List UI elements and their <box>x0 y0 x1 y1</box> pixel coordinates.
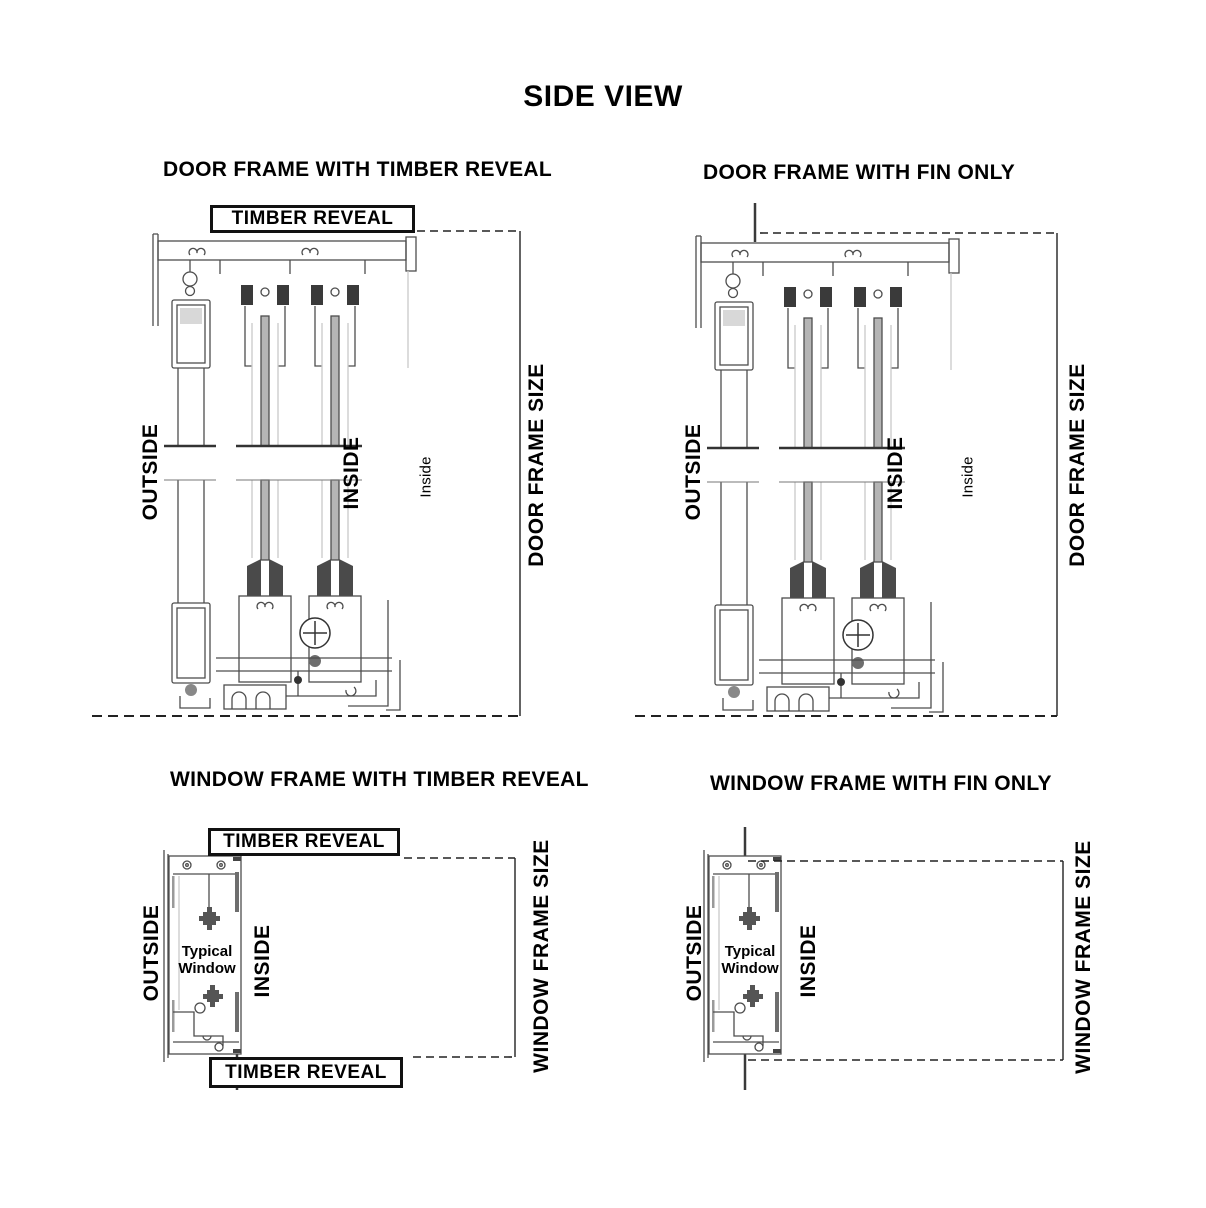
inside-small-label: Inside <box>417 456 435 498</box>
window-frame-size-label: WINDOW FRAME SIZE <box>1072 840 1095 1074</box>
outside-label: OUTSIDE <box>682 423 705 521</box>
inside-label: INSIDE <box>884 436 907 510</box>
outside-label: OUTSIDE <box>683 904 706 1002</box>
window-frame-size-label: WINDOW FRAME SIZE <box>530 839 553 1073</box>
outside-label: OUTSIDE <box>140 904 163 1002</box>
inside-label: INSIDE <box>797 924 820 998</box>
door-fin-section-drawing <box>696 236 959 712</box>
typical-window-label: Typical Window <box>721 943 779 977</box>
timber-reveal-box-top: TIMBER REVEAL <box>208 828 400 856</box>
inside-label: INSIDE <box>251 924 274 998</box>
window-fin-title: WINDOW FRAME WITH FIN ONLY <box>710 772 1052 795</box>
door-frame-size-label: DOOR FRAME SIZE <box>525 363 548 567</box>
window-reveal-size-guides <box>404 858 515 1057</box>
window-reveal-title: WINDOW FRAME WITH TIMBER REVEAL <box>170 768 589 791</box>
typical-window-label: Typical Window <box>178 943 236 977</box>
window-fin-size-guides <box>748 861 1063 1060</box>
page-title: SIDE VIEW <box>523 80 683 113</box>
door-reveal-title: DOOR FRAME WITH TIMBER REVEAL <box>163 158 553 181</box>
door-fin-title: DOOR FRAME WITH FIN ONLY <box>703 161 1016 184</box>
outside-label: OUTSIDE <box>139 423 162 521</box>
timber-reveal-box-bottom: TIMBER REVEAL <box>209 1057 403 1088</box>
inside-label: INSIDE <box>340 436 363 510</box>
inside-small-label: Inside <box>959 456 977 498</box>
timber-reveal-box: TIMBER REVEAL <box>210 205 415 233</box>
door-frame-size-label: DOOR FRAME SIZE <box>1066 363 1089 567</box>
door-reveal-section-drawing <box>153 234 416 710</box>
